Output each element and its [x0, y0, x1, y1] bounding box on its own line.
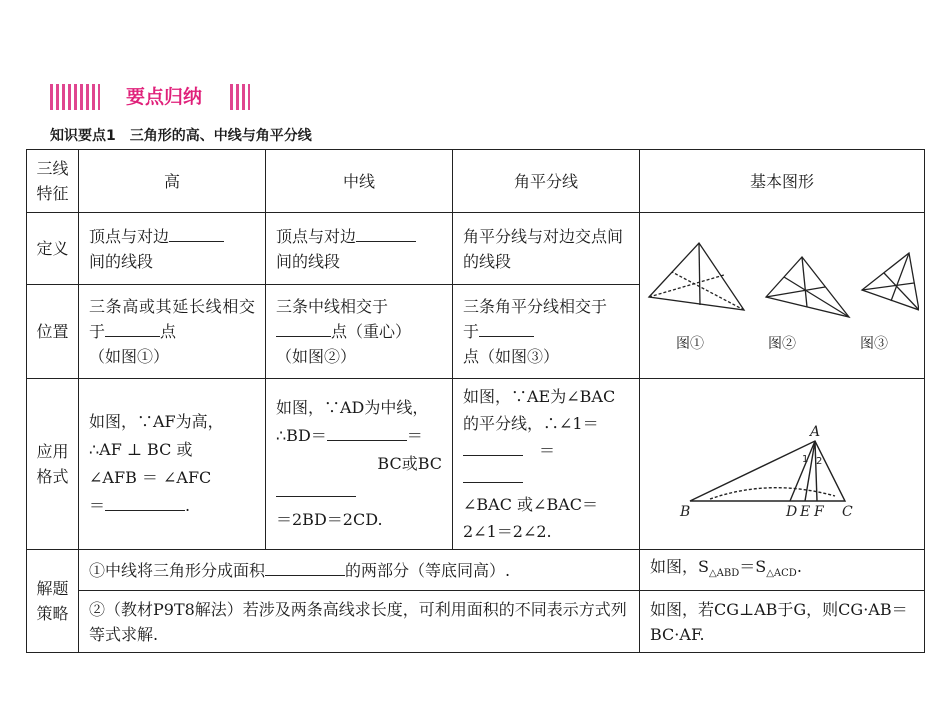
knowledge-table — [26, 149, 925, 653]
application-row — [27, 379, 925, 550]
text: ∴AF ⊥ BC 或 — [89, 440, 193, 459]
definition-bisector: 角平分线与对边交点间的线段 — [453, 213, 640, 285]
three-figures — [644, 235, 920, 357]
fig2-label: 图② — [768, 335, 796, 352]
text: 顶点与对边 — [276, 226, 357, 246]
table-header-row — [27, 150, 925, 213]
subscript: △ACD — [766, 568, 797, 580]
text: ＝2BD＝2CD. — [276, 510, 383, 529]
answer-blank — [276, 480, 356, 497]
point-c-label: C — [842, 503, 853, 520]
text: （如图①） — [89, 347, 170, 366]
application-bisector — [453, 379, 640, 550]
text: 间的线段 — [89, 251, 154, 271]
angle-2-label: 2 — [816, 455, 823, 467]
text: ∠AFB ＝ ∠AFC — [89, 468, 212, 487]
text: 的平分线，∴∠1＝ — [463, 414, 599, 433]
triangle-abc — [690, 441, 845, 501]
text: ∴BD＝ — [276, 426, 327, 445]
point-d-label: D — [786, 503, 798, 520]
text: 如图，∵AD为中线， — [276, 398, 429, 417]
point-b-label: B — [680, 503, 691, 520]
fig3-label: 图③ — [860, 335, 888, 352]
text: 顶点与对边 — [89, 226, 170, 246]
application-median — [266, 379, 453, 550]
text: . — [796, 557, 802, 576]
strategy-2: ②（教材P9T8解法）若涉及两条高线求长度，可利用面积的不同表示方式列等式求解. — [79, 591, 640, 653]
position-median — [266, 285, 453, 379]
text: ∠BAC 或∠BAC＝ — [463, 495, 599, 514]
section-banner — [50, 84, 250, 110]
text: 点（重心） — [331, 322, 412, 341]
application-figure-cell — [640, 379, 925, 550]
strategy-1-example — [640, 550, 925, 591]
strategy-row-2 — [27, 591, 925, 653]
text: 点（如图③） — [463, 347, 560, 366]
strategy-1 — [79, 550, 640, 591]
strategy-label: 解题策略 — [27, 550, 79, 653]
text: 如图，∵AF为高， — [89, 412, 224, 431]
point-f-label: F — [814, 503, 824, 520]
text: 点 — [160, 322, 177, 341]
text: ＝ — [89, 496, 106, 515]
answer-blank — [479, 320, 534, 337]
text: 如图，S — [650, 557, 709, 576]
definition-median — [266, 213, 453, 285]
fig2-median — [784, 277, 849, 317]
fig1-triangle — [649, 243, 744, 310]
text: ＝ — [406, 426, 423, 445]
header-altitude: 高 — [79, 150, 266, 213]
header-median: 中线 — [266, 150, 453, 213]
text: （如图②） — [276, 347, 357, 366]
text: 2∠1＝2∠2. — [463, 522, 552, 541]
text: ＝ — [539, 441, 556, 460]
answer-blank — [463, 439, 523, 456]
answer-blank — [327, 424, 407, 441]
text: 的两部分（等底同高）. — [345, 560, 511, 580]
answer-blank — [356, 225, 416, 242]
angle-1-label: 1 — [802, 453, 809, 465]
fig1-label: 图① — [676, 335, 704, 352]
answer-blank — [105, 320, 160, 337]
fig2-triangle — [766, 257, 849, 317]
answer-blank — [105, 494, 185, 511]
text: 三条中线相交于 — [276, 297, 389, 316]
section-subtitle: 知识要点1 三角形的高、中线与角平分线 — [50, 128, 312, 144]
text: 三条角平分线相交于 — [463, 297, 608, 316]
point-a-label: A — [810, 423, 821, 440]
strategy-row-1 — [27, 550, 925, 591]
text: . — [185, 496, 191, 515]
subscript: △ABD — [708, 568, 740, 580]
answer-blank — [265, 559, 345, 576]
position-bisector: 三条角平分线相交于 于点（如图③） — [453, 285, 640, 379]
text: 如图，∵AE为∠BAC — [463, 387, 616, 406]
fig2-median — [802, 257, 807, 307]
fig1-altitude — [699, 243, 700, 305]
text: 间的线段 — [276, 251, 341, 271]
header-feature: 三线特征 — [27, 150, 79, 213]
application-altitude — [79, 379, 266, 550]
definition-altitude — [79, 213, 266, 285]
position-altitude — [79, 285, 266, 379]
strategy-2-example: 如图，若CG⊥AB于G，则CG·AB＝BC·AF. — [640, 591, 925, 653]
triangle-figures-svg — [644, 235, 919, 330]
segment-ad — [790, 441, 815, 501]
answer-blank — [169, 225, 224, 242]
text: ①中线将三角形分成面积 — [89, 560, 266, 580]
text: ＝S — [739, 557, 767, 576]
header-figure: 基本图形 — [640, 150, 925, 213]
application-label: 应用格式 — [27, 379, 79, 550]
banner-title: 要点归纳 — [100, 84, 228, 110]
header-bisector: 角平分线 — [453, 150, 640, 213]
answer-blank — [276, 320, 331, 337]
text: 三条高或其延长线相交于 — [89, 297, 255, 341]
text: BC或BC — [377, 454, 442, 473]
basic-figures-cell — [640, 213, 925, 379]
point-e-label: E — [800, 503, 811, 520]
answer-blank — [463, 466, 523, 483]
position-label: 位置 — [27, 285, 79, 379]
fig2-median — [766, 287, 825, 297]
figure-labels — [644, 332, 920, 357]
segment-ae — [805, 441, 815, 501]
definition-row — [27, 213, 925, 285]
triangle-abc-svg — [650, 386, 915, 536]
fig1-altitude — [672, 272, 744, 310]
definition-label: 定义 — [27, 213, 79, 285]
